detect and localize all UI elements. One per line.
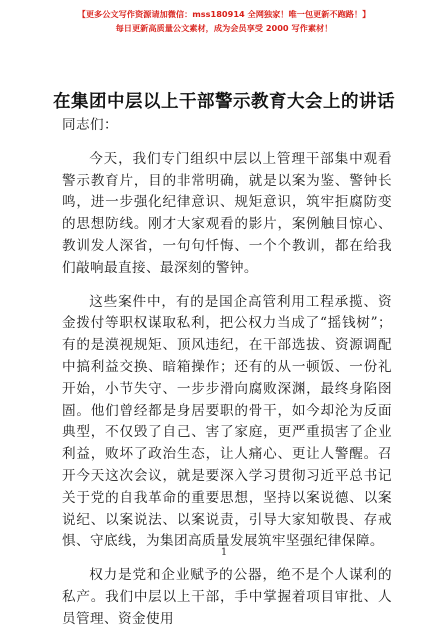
paragraph-1: 今天，我们专门组织中层以上管理干部集中观看警示教育片，目的非常明确，就是以案为鉴、警钟长鸣，进一步强化纪律意识、规矩意识，筑牢拒腐防变的思想防线。刚才大家观看的影片，案例触目惊心、教训发人深省，一句句忏悔、一个个教训，都在给我们敲响最直接、最深刻的警钟。 [62, 150, 392, 276]
salutation: 同志们： [62, 117, 118, 133]
promo-banner-line-1: 【更多公文写作资源请加微信：mss180914 全网独家！唯一包更新不跑路！】 [77, 9, 371, 19]
document-title: 在集团中层以上干部警示教育大会上的讲话 [53, 92, 395, 112]
promo-banner [0, 8, 448, 35]
paragraph-2: 这些案件中，有的是国企高管利用工程承揽、资金拨付等职权谋取私利，把公权力当成了“摇钱树”；有的是漠视规矩、顶风违纪，在干部选拔、资源调配中搞利益交换、暗箱操作；还有的从一顿饭、一份礼开始，小节失守、一步步滑向腐败深渊，最终身陷囹圄。他们曾经都是身居要职的骨干，如今却沦为反面典型，不仅毁了自己、害了家庭，更严重损害了企业利益，败坏了政治生态，让人痛心、更让人警醒。召开今天这次会议，就是要深入学习贯彻习近平总书记关于党的自我革命的重要思想，坚持以案说德、以案说纪、以案说法、以案说责，引导大家知敬畏、存戒惧、守底线，为集团高质量发展筑牢坚强纪律保障。 [62, 293, 392, 550]
paragraph-3: 权力是党和企业赋予的公器，绝不是个人谋利的私产。我们中层以上干部，手中掌握着项目审批、人员管理、资金使用 [62, 567, 392, 627]
document-body [62, 115, 392, 643]
promo-banner-line-2: 每日更新高质量公文素材，成为会员享受 2000 写作素材！ [115, 23, 333, 33]
page-number: 1 [220, 547, 228, 558]
